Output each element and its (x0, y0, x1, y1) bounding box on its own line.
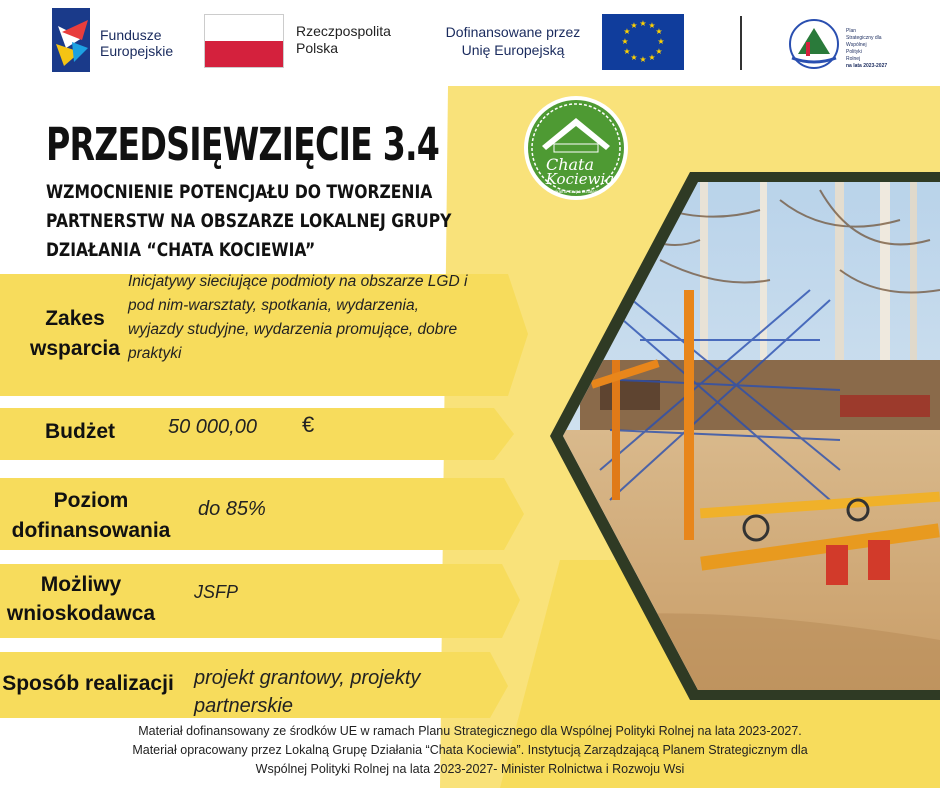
badge-line2: Kociewia (545, 170, 615, 188)
svg-text:★: ★ (639, 19, 647, 28)
svg-text:Wspólnej: Wspólnej (846, 42, 867, 48)
svg-text:★: ★ (657, 37, 665, 46)
value-line: pod nim-warsztaty, spotkania, wydarzenia, (128, 297, 419, 314)
value-line: wyjazdy studyjne, wydarzenia promujące, dobre (128, 321, 458, 338)
svg-text:★: ★ (630, 21, 638, 30)
svg-text:★: ★ (621, 37, 629, 46)
row-value-poziom: do 85% (198, 498, 266, 520)
footer-line: Materiał dofinansowany ze środków UE w ramach Planu Strategicznego dla Wspólnej Polityki Rolnej na lata 2023-2027. (138, 724, 802, 738)
row-value-wnioskodawca: JSFP (194, 582, 239, 602)
fe-line2: Europejskie (100, 43, 174, 59)
svg-text:★: ★ (630, 53, 638, 62)
pl-line1: Rzeczpospolita (296, 23, 391, 39)
badge-line1: Chata (545, 155, 595, 174)
page-subtitle (46, 178, 472, 265)
row-label-zakres (20, 304, 130, 364)
svg-text:Rolnej: Rolnej (846, 56, 861, 62)
footer-line: Materiał opracowany przez Lokalną Grupę Działania “Chata Kociewia”. Instytucją Zarządzającą Planem Strategicznym dla (132, 743, 808, 757)
currency-symbol: € (302, 412, 315, 437)
psp-line1: Plan (846, 28, 857, 34)
footer-line: Wspólnej Polityki Rolnej na lata 2023-2027- Minister Rolnictwa i Rozwoju Wsi (255, 762, 685, 776)
fundusze-europejskie-logo-icon (52, 8, 90, 72)
row-value-zakres (128, 270, 520, 366)
label-line: wnioskodawca (6, 602, 156, 625)
eu-funding-text (428, 23, 598, 59)
svg-text:★: ★ (648, 53, 656, 62)
eu-line2: Unię Europejską (461, 42, 565, 58)
row-label-budzet: Budżet (45, 420, 115, 443)
subtitle-line: WZMOCNIENIE POTENCJAŁU DO TWORZENIA (46, 181, 433, 203)
fundusze-europejskie-text (100, 27, 173, 59)
label-line: dofinansowania (11, 519, 171, 542)
value-line: praktyki (128, 345, 182, 362)
value-line: partnerskie (194, 695, 293, 717)
footer-note (0, 722, 940, 779)
fe-line1: Fundusze (100, 27, 162, 43)
badge-line3: Lokalna Grupa Działania (551, 189, 601, 194)
label-line: wsparcia (30, 337, 120, 360)
row-label-wnioskodawca (0, 570, 166, 628)
svg-text:na lata 2023-2027: na lata 2023-2027 (846, 63, 888, 69)
eu-line1: Dofinansowane przez (445, 24, 581, 40)
row-label-sposob: Sposób realizacji (2, 672, 174, 695)
row-value-budzet: 50 000,00 (168, 416, 257, 438)
page-title: PRZEDSIĘWZIĘCIE 3.4 (46, 118, 440, 171)
svg-text:★: ★ (623, 47, 631, 56)
subtitle-line: DZIAŁANIA “CHATA KOCIEWIA” (46, 239, 316, 261)
svg-text:Polityki: Polityki (846, 49, 862, 55)
row-label-poziom (0, 486, 186, 546)
svg-text:★: ★ (655, 27, 663, 36)
svg-text:★: ★ (648, 21, 656, 30)
svg-text:★: ★ (639, 55, 647, 64)
label-line: Poziom (53, 489, 129, 512)
value-line: projekt grantowy, projekty (194, 667, 421, 689)
plan-strategiczny-logo-icon (784, 14, 896, 72)
svg-text:★: ★ (655, 47, 663, 56)
pl-line2: Polska (296, 40, 339, 56)
label-line: Możliwy (40, 573, 122, 596)
rzeczpospolita-polska-text (296, 23, 391, 57)
polish-flag-icon (204, 14, 284, 68)
svg-text:Strategiczny dla: Strategiczny dla (846, 35, 882, 41)
value-line: Inicjatywy sieciujące podmioty na obszarze LGD i (128, 273, 468, 290)
row-value-sposob (194, 664, 420, 720)
chata-kociewia-badge-icon (520, 94, 632, 202)
logo-separator (740, 16, 742, 70)
subtitle-line: PARTNERSTW NA OBSZARZE LOKALNEJ GRUPY (46, 210, 452, 232)
svg-text:★: ★ (623, 27, 631, 36)
label-line: Zakes (45, 307, 105, 330)
eu-flag-icon (602, 14, 684, 70)
